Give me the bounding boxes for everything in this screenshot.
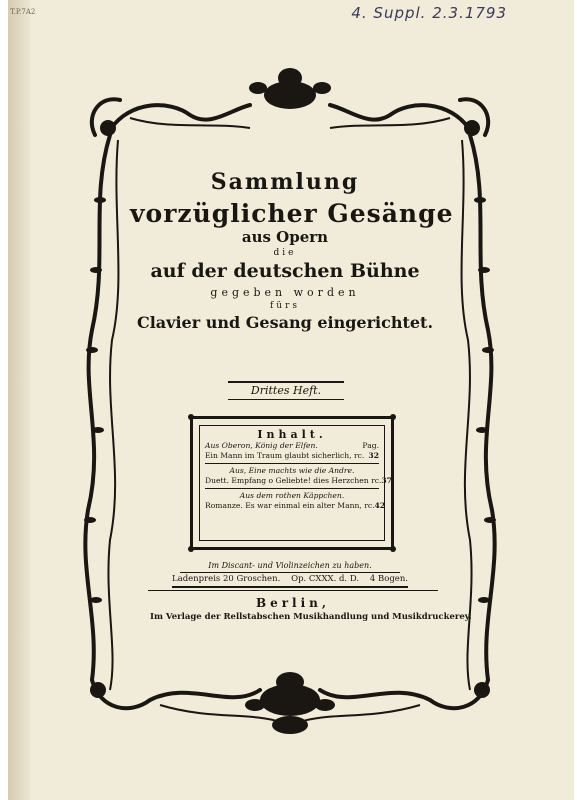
title-die: die: [273, 248, 297, 258]
publication-city: Berlin,: [255, 596, 331, 610]
contents-song-row: [205, 451, 379, 461]
price: Ladenpreis 20 Groschen.: [172, 574, 281, 584]
handwritten-annotation: 4. Suppl. 2.3.1793: [351, 4, 507, 22]
opera-title: Aus dem rothen Käppchen.: [239, 491, 345, 500]
box-corner: [188, 414, 194, 420]
contents-song-row: [205, 501, 386, 511]
title-clavier: Clavier und Gesang eingerichtet.: [136, 313, 434, 332]
song-title: Romanze. Es war einmal ein alter Mann, rc.: [205, 501, 375, 510]
contents-opera-row: [205, 441, 379, 451]
page-label: Pag.: [362, 441, 379, 450]
title-buehne: auf der deutschen Bühne: [150, 260, 420, 282]
title-sammlung: Sammlung: [210, 169, 360, 195]
page-number: 37: [381, 476, 392, 485]
discant-note: Im Discant- und Violinzeichen zu haben.: [180, 561, 400, 573]
title-fuers: fürs: [269, 301, 301, 311]
edge-mark: T.P.7A2: [10, 8, 36, 16]
title-block: [130, 165, 454, 332]
separator: [205, 488, 379, 489]
price-row: [172, 574, 408, 588]
opera-title: Aus Oberon, König der Elfen.: [205, 441, 318, 450]
box-corner: [390, 414, 396, 420]
song-title: Ein Mann im Traum glaubt sicherlich, rc.: [205, 451, 365, 460]
publisher-line: Im Verlage der Rellstabschen Musikhandlung und Musikdruckerey.: [150, 612, 472, 622]
contents-box: [190, 416, 394, 550]
song-title: Duett. Empfang o Geliebte! dies Herzchen rc.: [205, 476, 382, 485]
page-number: 32: [368, 451, 379, 460]
page-number: 42: [374, 501, 386, 510]
title-gegeben: gegeben worden: [210, 286, 360, 299]
title-main: vorzüglicher Gesänge: [130, 199, 454, 228]
heft-label: Drittes Heft.: [228, 381, 344, 400]
contents-heading: Inhalt.: [257, 428, 327, 441]
contents-inner: [199, 425, 392, 541]
opus-number: Op. CXXX. d. D.: [291, 574, 360, 584]
box-corner: [390, 546, 396, 552]
divider-rule: [148, 590, 438, 591]
separator: [205, 463, 379, 464]
contents-song-row: [205, 476, 392, 486]
bogen-count: 4 Bogen.: [369, 574, 408, 584]
title-aus-opern: aus Opern: [241, 228, 329, 246]
box-corner: [188, 546, 194, 552]
opera-title: Aus, Eine machts wie die Andre.: [229, 466, 355, 475]
